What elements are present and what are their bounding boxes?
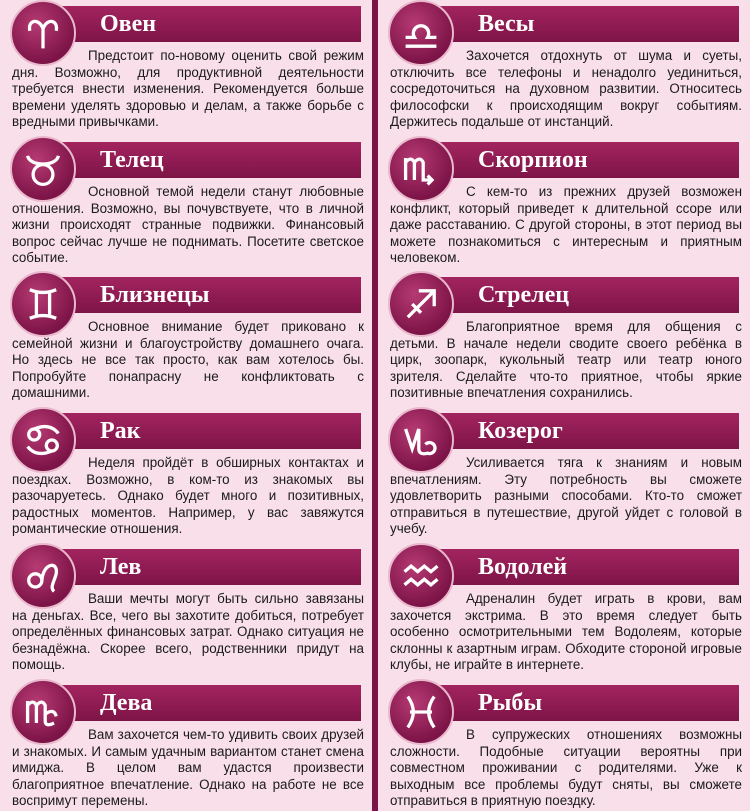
sign-banner [26,413,361,449]
sign-banner [26,685,361,721]
sign-forecast: Вам захочется чем-то удивить своих друзей и знакомых. И самым удачным вариантом станет смена имиджа. В целом вам удастся произвести благоприятное впечатление. Однако на работе не все воспримут перемены. [12,727,364,809]
sign-forecast: Захочется отдохнуть от шума и суеты, отключить все телефоны и ненадолго уединиться, сосредоточиться на духовном развитии. Относитесь философски к происходящим вокруг событиям. Держитесь подальше от инстанций. [390,48,742,130]
sign-name: Стрелец [478,282,570,308]
sign-banner [26,6,361,42]
sign-forecast: Ваши мечты могут быть сильно завязаны на деньгах. Все, чего вы захотите добиться, потребует определённых финансовых затрат. Однако ситуация не безнадёжна. Скорее всего, родственники придут на помощь. [12,591,364,673]
sign-name: Скорпион [478,147,588,173]
sign-banner [404,413,739,449]
sign-name: Близнецы [100,282,210,308]
sign-forecast: В супружеских отношениях возможны сложности. Подобные ситуации вероятны при совместном проживании с родителями. Уже к выходным все проблемы будут сняты, вы сможете отправиться в приятную поездку. [390,727,742,809]
sign-name: Телец [100,147,164,173]
right-column [378,0,750,811]
sign-name: Овен [100,11,157,37]
sign-name: Весы [478,11,535,37]
sign-banner [26,277,361,313]
sign-name: Лев [100,554,142,580]
sign-banner [404,277,739,313]
sign-name: Дева [100,690,153,716]
sign-banner [404,142,739,178]
sign-name: Козерог [478,418,563,444]
sign-forecast: Адреналин будет играть в крови, вам захочется экстрима. В это время следует быть особенно осмотрительными тем Водолеям, которые склонны к азартным играм. Обходите стороной игровые клубы, не играйте в интернете. [390,591,742,673]
sign-banner [404,6,739,42]
sign-forecast: Предстоит по-новому оценить свой режим дня. Возможно, для продуктивной деятельности требуется внести изменения. Рекомендуется больше времени уделять здоровью и делам, а также борьбе с вредными привычками. [12,48,364,130]
sign-name: Водолей [478,554,568,580]
sign-forecast: Основной темой недели станут любовные отношения. Возможно, вы почувствуете, что в личной жизни происходят странные подвижки. Финансовый вопрос сейчас лучше не поднимать. Посетите светское событие. [12,184,364,266]
sign-forecast: Неделя пройдёт в обширных контактах и поездках. Возможно, в ком-то из знакомых вы разочаруетесь. Однако будет много и позитивных, радостных моментов. Например, у вас завяжутся романтические отношения. [12,455,364,537]
left-column [0,0,372,811]
sign-banner [26,142,361,178]
sign-forecast: С кем-то из прежних друзей возможен конфликт, который приведет к длительной ссоре или даже расставанию. С другой стороны, в этот период вы можете познакомиться с интересным и приятным человеком. [390,184,742,266]
sign-banner [404,549,739,585]
sign-forecast: Основное внимание будет приковано к семейной жизни и благоустройству домашнего очага. Но здесь не все так просто, как вам хотелось бы. Попробуйте понапрасну не конфликтовать с домашними. [12,319,364,401]
sign-forecast: Усиливается тяга к знаниям и новым впечатлениям. Эту потребность вы сможете удовлетворить разными способами. Кто-то сможет отправиться в путешествие, другой уйдет с головой в учебу. [390,455,742,537]
sign-forecast: Благоприятное время для общения с детьми. В начале недели сводите своего ребёнка в цирк, зоопарк, кукольный театр или театр юного зрителя. Сделайте что-то приятное, чтобы яркие позитивные впечатления сохранились. [390,319,742,401]
sign-name: Рак [100,418,141,444]
sign-banner [404,685,739,721]
sign-banner [26,549,361,585]
sign-name: Рыбы [478,690,543,716]
